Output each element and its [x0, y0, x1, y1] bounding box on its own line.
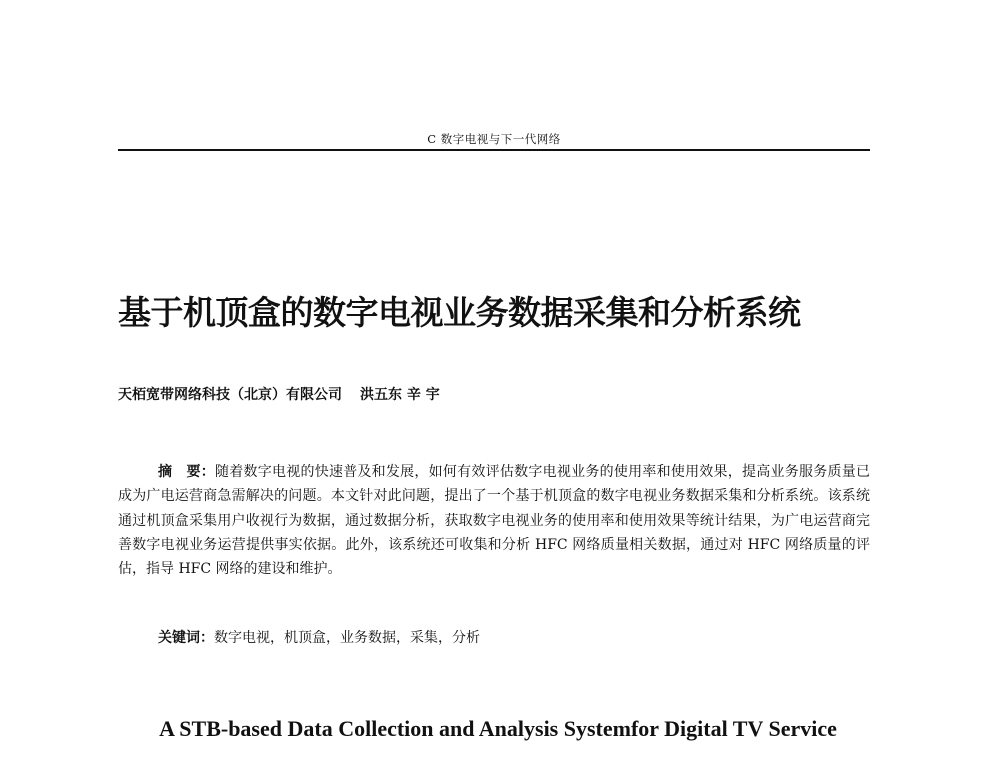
english-title: A STB-based Data Collection and Analysis Systemfor Digital TV Service	[159, 716, 837, 741]
abstract	[118, 460, 870, 581]
keywords	[158, 626, 870, 650]
author-names: 洪五东 辛 宇	[360, 387, 440, 403]
affiliation: 天栢宽带网络科技（北京）有限公司	[118, 387, 342, 403]
header-rule	[118, 149, 870, 151]
keywords-text: 数字电视，机顶盒，业务数据，采集，分析	[214, 630, 480, 646]
paper-title: 基于机顶盒的数字电视业务数据采集和分析系统	[118, 293, 801, 332]
author-line	[118, 385, 878, 405]
abstract-label: 摘 要：	[158, 464, 215, 480]
keywords-label: 关键词：	[158, 630, 214, 646]
running-header: C 数字电视与下一代网络	[427, 132, 561, 146]
abstract-text: 随着数字电视的快速普及和发展，如何有效评估数字电视业务的使用率和使用效果，提高业务服务质量已成为广电运营商急需解决的问题。本文针对此问题，提出了一个基于机顶盒的数字电视业务数据采集和分析系统。该系统通过机顶盒采集用户收视行为数据，通过数据分析，获取数字电视业务的使用率和使用效果等统计结果，为广电运营商完善数字电视业务运营提供事实依据。此外，该系统还可收集和分析 HFC 网络质量相关数据，通过对 HFC 网络质量的评估，指导 HFC 网络的建设和维护。	[118, 464, 871, 578]
